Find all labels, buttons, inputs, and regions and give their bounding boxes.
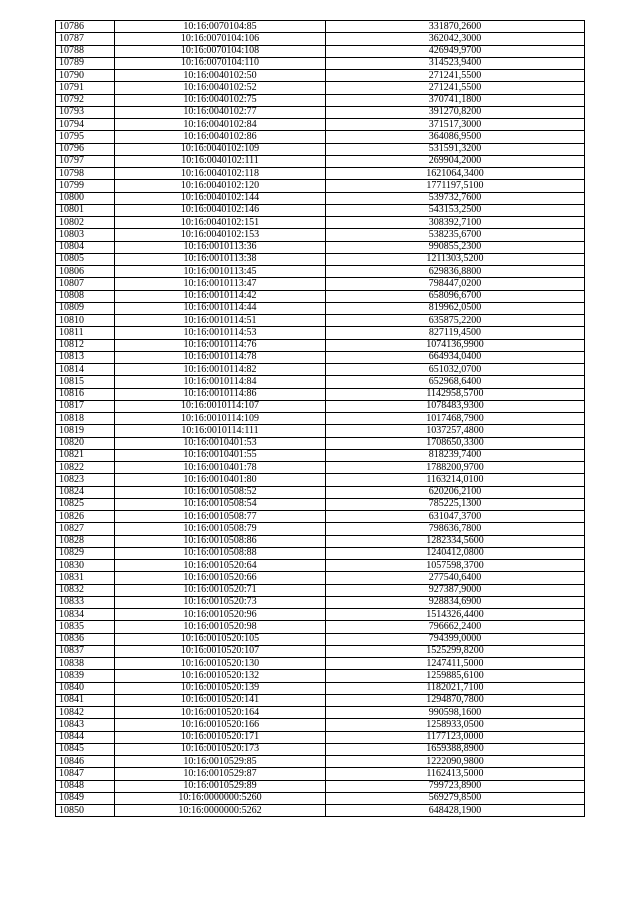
cadastral-number-cell: 10:16:0010520:71 (115, 584, 326, 596)
cadastral-number-cell: 10:16:0040102:146 (115, 204, 326, 216)
row-number-cell: 10788 (56, 45, 115, 57)
row-number-cell: 10847 (56, 768, 115, 780)
cadastral-value-cell: 1247411,5000 (326, 658, 585, 670)
row-number-cell: 10816 (56, 388, 115, 400)
cadastral-value-cell: 620206,2100 (326, 486, 585, 498)
table-row (56, 596, 585, 608)
row-number-cell: 10801 (56, 204, 115, 216)
row-number-cell: 10829 (56, 547, 115, 559)
cadastral-value-cell: 1211303,5200 (326, 253, 585, 265)
row-number-cell: 10811 (56, 327, 115, 339)
cadastral-value-cell: 314523,9400 (326, 57, 585, 69)
cadastral-value-cell: 308392,7100 (326, 217, 585, 229)
row-number-cell: 10787 (56, 33, 115, 45)
cadastral-value-cell: 629836,8800 (326, 266, 585, 278)
cadastral-value-cell: 426949,9700 (326, 45, 585, 57)
row-number-cell: 10804 (56, 241, 115, 253)
table-row (56, 217, 585, 229)
cadastral-number-cell: 10:16:0010520:173 (115, 743, 326, 755)
table-row (56, 143, 585, 155)
row-number-cell: 10835 (56, 621, 115, 633)
cadastral-value-cell: 371517,3000 (326, 119, 585, 131)
row-number-cell: 10820 (56, 437, 115, 449)
cadastral-number-cell: 10:16:0010401:80 (115, 474, 326, 486)
cadastral-value-cell: 990598,1600 (326, 707, 585, 719)
cadastral-value-cell: 1525299,8200 (326, 645, 585, 657)
cadastral-value-cell: 635875,2200 (326, 315, 585, 327)
row-number-cell: 10826 (56, 511, 115, 523)
table-row (56, 621, 585, 633)
cadastral-value-cell: 1177123,0000 (326, 731, 585, 743)
table-row (56, 168, 585, 180)
row-number-cell: 10808 (56, 290, 115, 302)
cadastral-number-cell: 10:16:0040102:77 (115, 106, 326, 118)
cadastral-value-cell: 331870,2600 (326, 21, 585, 33)
table-row (56, 376, 585, 388)
table-row (56, 400, 585, 412)
row-number-cell: 10794 (56, 119, 115, 131)
row-number-cell: 10836 (56, 633, 115, 645)
cadastral-number-cell: 10:16:0010520:107 (115, 645, 326, 657)
row-number-cell: 10839 (56, 670, 115, 682)
row-number-cell: 10823 (56, 474, 115, 486)
cadastral-value-cell: 1078483,9300 (326, 400, 585, 412)
row-number-cell: 10841 (56, 694, 115, 706)
row-number-cell: 10805 (56, 253, 115, 265)
table-row (56, 486, 585, 498)
cadastral-value-cell: 819962,0500 (326, 302, 585, 314)
cadastral-value-cell: 1282334,5600 (326, 535, 585, 547)
cadastral-value-cell: 798447,0200 (326, 278, 585, 290)
cadastral-number-cell: 10:16:0040102:151 (115, 217, 326, 229)
cadastral-value-cell: 1788200,9700 (326, 462, 585, 474)
cadastral-number-cell: 10:16:0010520:130 (115, 658, 326, 670)
table-row (56, 327, 585, 339)
row-number-cell: 10849 (56, 792, 115, 804)
row-number-cell: 10786 (56, 21, 115, 33)
row-number-cell: 10819 (56, 425, 115, 437)
table-row (56, 474, 585, 486)
table-row (56, 743, 585, 755)
row-number-cell: 10812 (56, 339, 115, 351)
table-row (56, 792, 585, 804)
cadastral-value-cell: 827119,4500 (326, 327, 585, 339)
cadastral-value-cell: 1163214,0100 (326, 474, 585, 486)
cadastral-number-cell: 10:16:0010114:51 (115, 315, 326, 327)
cadastral-value-cell: 1017468,7900 (326, 413, 585, 425)
row-number-cell: 10810 (56, 315, 115, 327)
table-row (56, 462, 585, 474)
row-number-cell: 10821 (56, 449, 115, 461)
cadastral-number-cell: 10:16:0040102:111 (115, 155, 326, 167)
table-row (56, 119, 585, 131)
cadastral-number-cell: 10:16:0010508:79 (115, 523, 326, 535)
cadastral-number-cell: 10:16:0010401:78 (115, 462, 326, 474)
cadastral-value-cell: 1258933,0500 (326, 719, 585, 731)
table-row (56, 229, 585, 241)
cadastral-number-cell: 10:16:0010114:109 (115, 413, 326, 425)
table-row (56, 584, 585, 596)
row-number-cell: 10799 (56, 180, 115, 192)
table-row (56, 388, 585, 400)
row-number-cell: 10807 (56, 278, 115, 290)
cadastral-number-cell: 10:16:0010520:98 (115, 621, 326, 633)
row-number-cell: 10848 (56, 780, 115, 792)
cadastral-value-cell: 990855,2300 (326, 241, 585, 253)
cadastral-value-cell: 1074136,9900 (326, 339, 585, 351)
table-row (56, 351, 585, 363)
cadastral-number-cell: 10:16:0070104:106 (115, 33, 326, 45)
cadastral-number-cell: 10:16:0010520:166 (115, 719, 326, 731)
table-row (56, 131, 585, 143)
row-number-cell: 10806 (56, 266, 115, 278)
cadastral-number-cell: 10:16:0040102:109 (115, 143, 326, 155)
cadastral-value-cell: 798636,7800 (326, 523, 585, 535)
cadastral-value-cell: 362042,3000 (326, 33, 585, 45)
cadastral-number-cell: 10:16:0040102:153 (115, 229, 326, 241)
row-number-cell: 10797 (56, 155, 115, 167)
table-row (56, 609, 585, 621)
cadastral-value-cell: 1222090,9800 (326, 756, 585, 768)
row-number-cell: 10798 (56, 168, 115, 180)
cadastral-value-cell: 928834,6900 (326, 596, 585, 608)
table-row (56, 511, 585, 523)
cadastral-number-cell: 10:16:0040102:84 (115, 119, 326, 131)
table-row (56, 33, 585, 45)
row-number-cell: 10828 (56, 535, 115, 547)
row-number-cell: 10791 (56, 82, 115, 94)
table-body (56, 21, 585, 817)
table-row (56, 339, 585, 351)
cadastral-number-cell: 10:16:0010401:53 (115, 437, 326, 449)
cadastral-value-cell: 370741,1800 (326, 94, 585, 106)
cadastral-number-cell: 10:16:0010508:86 (115, 535, 326, 547)
row-number-cell: 10824 (56, 486, 115, 498)
cadastral-value-cell: 364086,9500 (326, 131, 585, 143)
cadastral-number-cell: 10:16:0010508:77 (115, 511, 326, 523)
cadastral-value-cell: 785225,1300 (326, 498, 585, 510)
cadastral-number-cell: 10:16:0010520:132 (115, 670, 326, 682)
cadastral-value-cell: 271241,5500 (326, 70, 585, 82)
cadastral-number-cell: 10:16:0010520:64 (115, 560, 326, 572)
table-row (56, 694, 585, 706)
table-row (56, 658, 585, 670)
table-row (56, 364, 585, 376)
row-number-cell: 10822 (56, 462, 115, 474)
cadastral-value-cell: 796662,2400 (326, 621, 585, 633)
cadastral-number-cell: 10:16:0010113:38 (115, 253, 326, 265)
cadastral-number-cell: 10:16:0010114:111 (115, 425, 326, 437)
cadastral-number-cell: 10:16:0040102:50 (115, 70, 326, 82)
cadastral-value-cell: 818239,7400 (326, 449, 585, 461)
table-row (56, 498, 585, 510)
cadastral-number-cell: 10:16:0010114:86 (115, 388, 326, 400)
cadastral-value-cell: 1708650,3300 (326, 437, 585, 449)
cadastral-number-cell: 10:16:0010114:76 (115, 339, 326, 351)
cadastral-value-cell: 794399,0000 (326, 633, 585, 645)
cadastral-value-cell: 269904,2000 (326, 155, 585, 167)
table-row (56, 413, 585, 425)
cadastral-number-cell: 10:16:0010520:105 (115, 633, 326, 645)
table-row (56, 560, 585, 572)
cadastral-number-cell: 10:16:0070104:108 (115, 45, 326, 57)
table-row (56, 253, 585, 265)
table-row (56, 302, 585, 314)
cadastral-number-cell: 10:16:0010113:45 (115, 266, 326, 278)
row-number-cell: 10840 (56, 682, 115, 694)
table-row (56, 633, 585, 645)
table-row (56, 645, 585, 657)
cadastral-number-cell: 10:16:0040102:75 (115, 94, 326, 106)
table-row (56, 94, 585, 106)
cadastral-number-cell: 10:16:0010508:54 (115, 498, 326, 510)
cadastral-value-cell: 1621064,3400 (326, 168, 585, 180)
table-row (56, 670, 585, 682)
table-row (56, 731, 585, 743)
table-row (56, 768, 585, 780)
row-number-cell: 10818 (56, 413, 115, 425)
table-row (56, 70, 585, 82)
table-row (56, 82, 585, 94)
cadastral-value-cell: 1259885,6100 (326, 670, 585, 682)
row-number-cell: 10815 (56, 376, 115, 388)
cadastral-value-cell: 539732,7600 (326, 192, 585, 204)
row-number-cell: 10802 (56, 217, 115, 229)
cadastral-number-cell: 10:16:0010114:78 (115, 351, 326, 363)
row-number-cell: 10790 (56, 70, 115, 82)
table-row (56, 315, 585, 327)
cadastral-value-cell: 1057598,3700 (326, 560, 585, 572)
table-row (56, 780, 585, 792)
cadastral-value-cell: 1162413,5000 (326, 768, 585, 780)
table-row (56, 547, 585, 559)
cadastral-number-cell: 10:16:0040102:52 (115, 82, 326, 94)
cadastral-number-cell: 10:16:0040102:144 (115, 192, 326, 204)
row-number-cell: 10845 (56, 743, 115, 755)
cadastral-number-cell: 10:16:0010508:88 (115, 547, 326, 559)
table-row (56, 805, 585, 817)
row-number-cell: 10827 (56, 523, 115, 535)
cadastral-number-cell: 10:16:0010520:66 (115, 572, 326, 584)
cadastral-number-cell: 10:16:0010520:139 (115, 682, 326, 694)
table-row (56, 266, 585, 278)
cadastral-number-cell: 10:16:0010114:82 (115, 364, 326, 376)
cadastral-number-cell: 10:16:0010529:87 (115, 768, 326, 780)
cadastral-number-cell: 10:16:0040102:86 (115, 131, 326, 143)
cadastral-number-cell: 10:16:0010114:42 (115, 290, 326, 302)
row-number-cell: 10831 (56, 572, 115, 584)
cadastral-value-cell: 799723,8900 (326, 780, 585, 792)
row-number-cell: 10838 (56, 658, 115, 670)
row-number-cell: 10850 (56, 805, 115, 817)
cadastral-value-cell: 1240412,0800 (326, 547, 585, 559)
row-number-cell: 10832 (56, 584, 115, 596)
cadastral-number-cell: 10:16:0000000:5262 (115, 805, 326, 817)
table-row (56, 278, 585, 290)
cadastral-value-cell: 1037257,4800 (326, 425, 585, 437)
row-number-cell: 10813 (56, 351, 115, 363)
cadastral-value-cell: 1182021,7100 (326, 682, 585, 694)
cadastral-number-cell: 10:16:0010113:36 (115, 241, 326, 253)
cadastral-value-cell: 1294870,7800 (326, 694, 585, 706)
table-row (56, 155, 585, 167)
cadastral-value-cell: 391270,8200 (326, 106, 585, 118)
cadastral-number-cell: 10:16:0010520:164 (115, 707, 326, 719)
cadastral-number-cell: 10:16:0010114:53 (115, 327, 326, 339)
table-row (56, 682, 585, 694)
table-row (56, 719, 585, 731)
cadastral-number-cell: 10:16:0010114:107 (115, 400, 326, 412)
table-row (56, 425, 585, 437)
row-number-cell: 10814 (56, 364, 115, 376)
cadastral-value-cell: 927387,9000 (326, 584, 585, 596)
cadastral-number-cell: 10:16:0040102:120 (115, 180, 326, 192)
cadastral-value-cell: 1514326,4400 (326, 609, 585, 621)
row-number-cell: 10792 (56, 94, 115, 106)
table-row (56, 45, 585, 57)
cadastral-number-cell: 10:16:0040102:118 (115, 168, 326, 180)
cadastral-value-cell: 648428,1900 (326, 805, 585, 817)
table-row (56, 204, 585, 216)
table-row (56, 535, 585, 547)
table-row (56, 21, 585, 33)
row-number-cell: 10800 (56, 192, 115, 204)
table-row (56, 241, 585, 253)
cadastral-number-cell: 10:16:0010114:44 (115, 302, 326, 314)
row-number-cell: 10825 (56, 498, 115, 510)
cadastral-number-cell: 10:16:0010401:55 (115, 449, 326, 461)
row-number-cell: 10793 (56, 106, 115, 118)
cadastral-value-cell: 1142958,5700 (326, 388, 585, 400)
row-number-cell: 10843 (56, 719, 115, 731)
row-number-cell: 10842 (56, 707, 115, 719)
cadastral-number-cell: 10:16:0070104:85 (115, 21, 326, 33)
table-row (56, 756, 585, 768)
cadastral-value-cell: 538235,6700 (326, 229, 585, 241)
cadastral-value-cell: 658096,6700 (326, 290, 585, 302)
cadastral-number-cell: 10:16:0010520:171 (115, 731, 326, 743)
cadastral-number-cell: 10:16:0010114:84 (115, 376, 326, 388)
row-number-cell: 10837 (56, 645, 115, 657)
row-number-cell: 10789 (56, 57, 115, 69)
table-row (56, 572, 585, 584)
row-number-cell: 10830 (56, 560, 115, 572)
row-number-cell: 10803 (56, 229, 115, 241)
cadastral-number-cell: 10:16:0010508:52 (115, 486, 326, 498)
cadastral-number-cell: 10:16:0010520:96 (115, 609, 326, 621)
table-row (56, 707, 585, 719)
cadastral-value-cell: 1771197,5100 (326, 180, 585, 192)
cadastral-number-cell: 10:16:0010529:89 (115, 780, 326, 792)
cadastral-number-cell: 10:16:0010529:85 (115, 756, 326, 768)
cadastral-value-cell: 652968,6400 (326, 376, 585, 388)
table-row (56, 106, 585, 118)
table-row (56, 449, 585, 461)
cadastral-number-cell: 10:16:0010520:73 (115, 596, 326, 608)
cadastral-value-cell: 631047,3700 (326, 511, 585, 523)
cadastral-number-cell: 10:16:0010520:141 (115, 694, 326, 706)
cadastral-value-cell: 531591,3200 (326, 143, 585, 155)
row-number-cell: 10834 (56, 609, 115, 621)
row-number-cell: 10817 (56, 400, 115, 412)
table-row (56, 437, 585, 449)
cadastral-value-cell: 277540,6400 (326, 572, 585, 584)
cadastral-value-cell: 664934,0400 (326, 351, 585, 363)
cadastral-value-cell: 1659388,8900 (326, 743, 585, 755)
cadastral-number-cell: 10:16:0070104:110 (115, 57, 326, 69)
table-row (56, 57, 585, 69)
table-row (56, 180, 585, 192)
row-number-cell: 10795 (56, 131, 115, 143)
table-row (56, 192, 585, 204)
cadastral-number-cell: 10:16:0010113:47 (115, 278, 326, 290)
row-number-cell: 10844 (56, 731, 115, 743)
row-number-cell: 10833 (56, 596, 115, 608)
cadastral-value-table (55, 20, 585, 817)
row-number-cell: 10809 (56, 302, 115, 314)
row-number-cell: 10846 (56, 756, 115, 768)
cadastral-value-cell: 651032,0700 (326, 364, 585, 376)
row-number-cell: 10796 (56, 143, 115, 155)
cadastral-value-cell: 271241,5500 (326, 82, 585, 94)
cadastral-value-cell: 569279,8500 (326, 792, 585, 804)
cadastral-number-cell: 10:16:0000000:5260 (115, 792, 326, 804)
table-row (56, 523, 585, 535)
cadastral-value-cell: 543153,2500 (326, 204, 585, 216)
table-row (56, 290, 585, 302)
